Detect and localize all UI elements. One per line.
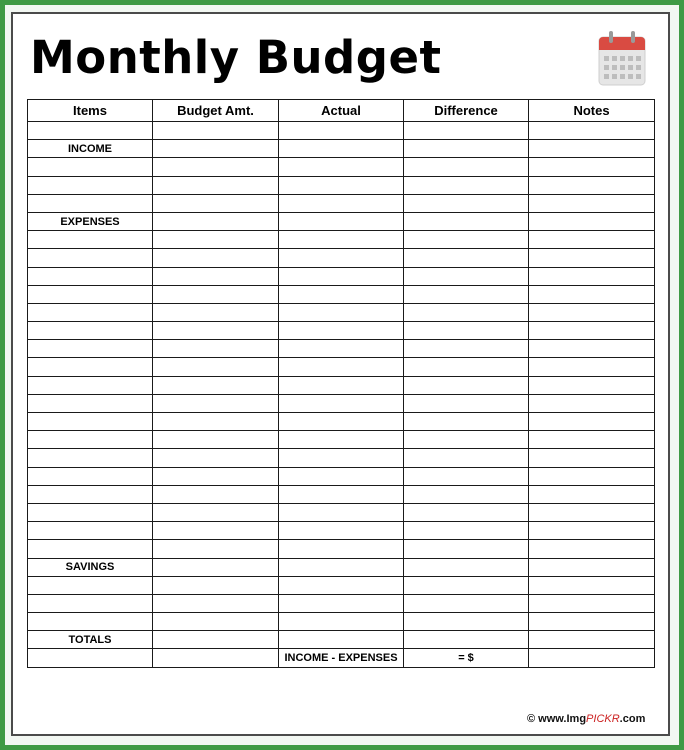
table-cell[interactable] — [529, 176, 655, 194]
row-label-cell[interactable] — [28, 467, 153, 485]
table-cell[interactable] — [153, 413, 279, 431]
table-cell[interactable] — [404, 285, 529, 303]
table-cell[interactable] — [404, 576, 529, 594]
table-cell[interactable] — [404, 540, 529, 558]
table-cell[interactable] — [404, 594, 529, 612]
table-cell[interactable] — [529, 540, 655, 558]
page-title: Monthly Budget — [30, 31, 442, 84]
table-row — [28, 394, 655, 412]
row-label-cell[interactable]: INCOME — [28, 140, 153, 158]
table-cell[interactable] — [279, 194, 404, 212]
table-cell[interactable] — [404, 122, 529, 140]
table-cell[interactable] — [279, 303, 404, 321]
table-cell[interactable] — [529, 649, 655, 667]
table-cell[interactable] — [404, 212, 529, 230]
table-row — [28, 212, 655, 230]
table-row — [28, 449, 655, 467]
table-cell[interactable] — [153, 285, 279, 303]
table-cell[interactable] — [279, 467, 404, 485]
table-cell[interactable] — [404, 267, 529, 285]
table-row — [28, 503, 655, 521]
table-cell[interactable] — [279, 340, 404, 358]
table-row — [28, 594, 655, 612]
table-cell[interactable] — [529, 558, 655, 576]
table-cell[interactable] — [404, 558, 529, 576]
table-cell[interactable] — [529, 594, 655, 612]
table-cell[interactable] — [279, 231, 404, 249]
table-row — [28, 649, 655, 667]
row-label-cell[interactable] — [28, 540, 153, 558]
row-label-cell[interactable] — [28, 340, 153, 358]
table-cell[interactable] — [153, 394, 279, 412]
watermark — [527, 713, 645, 725]
calendar-day-cell — [620, 74, 625, 79]
column-header-actual: Actual — [279, 100, 404, 122]
table-cell[interactable] — [153, 576, 279, 594]
table-cell[interactable] — [153, 212, 279, 230]
table-cell[interactable] — [529, 431, 655, 449]
calendar-day-cell — [628, 65, 633, 70]
table-cell[interactable] — [404, 485, 529, 503]
table-cell[interactable] — [404, 394, 529, 412]
row-label-cell[interactable] — [28, 449, 153, 467]
table-cell[interactable] — [153, 449, 279, 467]
table-cell[interactable] — [529, 631, 655, 649]
header-row — [28, 100, 655, 122]
table-cell[interactable] — [279, 249, 404, 267]
table-cell[interactable] — [279, 449, 404, 467]
watermark-suffix: .com — [619, 713, 646, 725]
table-cell[interactable] — [153, 613, 279, 631]
row-label-cell[interactable] — [28, 231, 153, 249]
row-label-cell[interactable]: EXPENSES — [28, 212, 153, 230]
calendar-day-cell — [620, 56, 625, 61]
table-cell[interactable] — [279, 485, 404, 503]
table-cell[interactable] — [279, 122, 404, 140]
table-cell[interactable] — [279, 522, 404, 540]
equals-dollar-label: = $ — [404, 649, 529, 667]
table-cell[interactable] — [279, 394, 404, 412]
table-cell[interactable] — [279, 140, 404, 158]
table-row — [28, 158, 655, 176]
watermark-brand: PICKR — [586, 713, 620, 725]
table-cell[interactable] — [404, 303, 529, 321]
table-cell[interactable] — [279, 594, 404, 612]
table-cell[interactable] — [529, 122, 655, 140]
row-label-cell[interactable] — [28, 176, 153, 194]
table-row — [28, 322, 655, 340]
row-label-cell[interactable] — [28, 485, 153, 503]
table-cell[interactable] — [153, 322, 279, 340]
table-row — [28, 176, 655, 194]
row-label-cell[interactable] — [28, 594, 153, 612]
table-cell[interactable] — [153, 122, 279, 140]
table-cell[interactable] — [404, 358, 529, 376]
row-label-cell[interactable] — [28, 394, 153, 412]
table-cell[interactable] — [404, 613, 529, 631]
table-cell[interactable] — [279, 631, 404, 649]
row-label-cell[interactable] — [28, 358, 153, 376]
table-cell[interactable] — [529, 285, 655, 303]
calendar-day-cell — [636, 74, 641, 79]
table-cell[interactable] — [529, 413, 655, 431]
table-cell[interactable] — [279, 285, 404, 303]
table-cell[interactable] — [529, 194, 655, 212]
row-label-cell[interactable]: SAVINGS — [28, 558, 153, 576]
table-row — [28, 431, 655, 449]
table-cell[interactable] — [279, 322, 404, 340]
table-cell[interactable] — [153, 485, 279, 503]
table-row — [28, 285, 655, 303]
row-label-cell[interactable] — [28, 376, 153, 394]
row-label-cell[interactable] — [28, 649, 153, 667]
table-cell[interactable] — [153, 649, 279, 667]
row-label-cell[interactable] — [28, 413, 153, 431]
table-cell[interactable] — [404, 449, 529, 467]
table-cell[interactable] — [153, 467, 279, 485]
calendar-day-cell — [628, 56, 633, 61]
table-row — [28, 303, 655, 321]
table-cell[interactable] — [529, 613, 655, 631]
row-label-cell[interactable] — [28, 267, 153, 285]
table-cell[interactable] — [279, 540, 404, 558]
table-cell[interactable] — [279, 413, 404, 431]
table-cell[interactable] — [279, 376, 404, 394]
table-row — [28, 522, 655, 540]
table-cell[interactable] — [404, 631, 529, 649]
calendar-day-cell — [628, 74, 633, 79]
table-cell[interactable] — [529, 340, 655, 358]
calendar-day-cell — [604, 65, 609, 70]
table-cell[interactable] — [529, 467, 655, 485]
table-cell[interactable] — [404, 503, 529, 521]
table-cell[interactable] — [404, 194, 529, 212]
table-row — [28, 231, 655, 249]
table-cell[interactable] — [529, 322, 655, 340]
table-cell[interactable] — [529, 358, 655, 376]
table-cell[interactable] — [529, 267, 655, 285]
row-label-cell[interactable] — [28, 613, 153, 631]
calendar-day-cell — [636, 65, 641, 70]
table-row — [28, 194, 655, 212]
table-cell[interactable] — [529, 576, 655, 594]
table-row — [28, 576, 655, 594]
table-cell[interactable] — [404, 467, 529, 485]
row-label-cell[interactable] — [28, 303, 153, 321]
row-label-cell[interactable] — [28, 158, 153, 176]
table-cell[interactable] — [279, 503, 404, 521]
table-cell[interactable] — [153, 231, 279, 249]
table-row — [28, 249, 655, 267]
table-row — [28, 540, 655, 558]
table-cell[interactable] — [529, 522, 655, 540]
table-cell[interactable] — [153, 540, 279, 558]
table-cell[interactable] — [404, 231, 529, 249]
table-row — [28, 358, 655, 376]
table-cell[interactable] — [153, 522, 279, 540]
table-cell[interactable] — [529, 485, 655, 503]
row-label-cell[interactable] — [28, 285, 153, 303]
row-label-cell[interactable] — [28, 431, 153, 449]
calendar-day-cell — [612, 56, 617, 61]
row-label-cell[interactable] — [28, 249, 153, 267]
table-cell[interactable] — [529, 503, 655, 521]
table-cell[interactable] — [404, 376, 529, 394]
table-cell[interactable] — [529, 231, 655, 249]
table-row — [28, 485, 655, 503]
table-cell[interactable] — [529, 303, 655, 321]
table-row — [28, 122, 655, 140]
table-cell[interactable] — [529, 212, 655, 230]
table-cell[interactable] — [529, 249, 655, 267]
budget-sheet — [11, 12, 670, 736]
table-cell[interactable] — [153, 376, 279, 394]
row-label-cell[interactable] — [28, 503, 153, 521]
table-cell[interactable] — [279, 576, 404, 594]
table-cell[interactable] — [529, 140, 655, 158]
calendar-icon — [598, 31, 646, 86]
calendar-day-cell — [612, 65, 617, 70]
column-header-budget-amt: Budget Amt. — [153, 100, 279, 122]
table-cell[interactable] — [404, 522, 529, 540]
row-label-cell[interactable] — [28, 122, 153, 140]
table-row — [28, 467, 655, 485]
table-cell[interactable] — [153, 249, 279, 267]
table-cell[interactable] — [279, 267, 404, 285]
table-cell[interactable] — [404, 431, 529, 449]
table-row — [28, 413, 655, 431]
column-header-items: Items — [28, 100, 153, 122]
calendar-day-cell — [620, 65, 625, 70]
table-cell[interactable] — [153, 140, 279, 158]
table-cell[interactable] — [279, 358, 404, 376]
calendar-day-cell — [612, 74, 617, 79]
calendar-day-cell — [604, 74, 609, 79]
calendar-day-cell — [636, 56, 641, 61]
table-cell[interactable] — [153, 558, 279, 576]
table-cell[interactable] — [404, 176, 529, 194]
calendar-day-cell — [604, 56, 609, 61]
table-cell[interactable] — [153, 431, 279, 449]
table-cell[interactable] — [153, 358, 279, 376]
watermark-prefix: © www.Img — [527, 713, 587, 725]
budget-table — [27, 99, 655, 668]
table-cell[interactable] — [153, 158, 279, 176]
table-cell[interactable] — [153, 176, 279, 194]
row-label-cell[interactable] — [28, 522, 153, 540]
column-header-difference: Difference — [404, 100, 529, 122]
table-cell[interactable] — [279, 158, 404, 176]
table-cell[interactable] — [404, 140, 529, 158]
table-cell[interactable] — [153, 340, 279, 358]
table-cell[interactable] — [153, 594, 279, 612]
table-cell[interactable] — [153, 631, 279, 649]
table-cell[interactable] — [404, 158, 529, 176]
table-row — [28, 267, 655, 285]
table-cell[interactable] — [404, 413, 529, 431]
row-label-cell[interactable] — [28, 194, 153, 212]
table-cell[interactable] — [153, 303, 279, 321]
table-cell[interactable] — [153, 503, 279, 521]
row-label-cell[interactable]: TOTALS — [28, 631, 153, 649]
table-row — [28, 631, 655, 649]
table-cell[interactable] — [279, 558, 404, 576]
table-cell[interactable] — [529, 394, 655, 412]
table-cell[interactable] — [404, 340, 529, 358]
table-row — [28, 376, 655, 394]
column-header-notes: Notes — [529, 100, 655, 122]
table-cell[interactable] — [153, 267, 279, 285]
table-cell[interactable] — [279, 212, 404, 230]
table-row — [28, 140, 655, 158]
table-cell[interactable] — [279, 613, 404, 631]
table-cell[interactable] — [529, 376, 655, 394]
table-cell[interactable] — [279, 431, 404, 449]
table-row — [28, 558, 655, 576]
row-label-cell[interactable] — [28, 322, 153, 340]
row-label-cell[interactable] — [28, 576, 153, 594]
income-minus-expenses-label: INCOME - EXPENSES — [279, 649, 404, 667]
table-row — [28, 340, 655, 358]
table-cell[interactable] — [153, 194, 279, 212]
table-cell[interactable] — [404, 249, 529, 267]
table-cell[interactable] — [404, 322, 529, 340]
table-row — [28, 613, 655, 631]
table-cell[interactable] — [529, 158, 655, 176]
table-cell[interactable] — [279, 176, 404, 194]
table-cell[interactable] — [529, 449, 655, 467]
